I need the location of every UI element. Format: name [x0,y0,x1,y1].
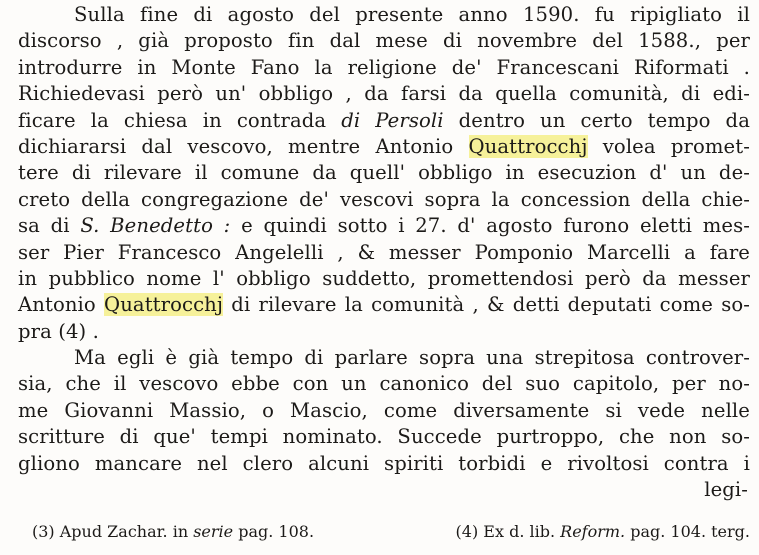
saint-name: S. Benedetto : [80,214,231,238]
text-span: sa di [18,214,70,238]
text-line [18,213,750,239]
text-line: Ma egli è già tempo di parlare sopra una strepitosa controver- [74,346,750,370]
body-text [18,2,750,503]
text-line: ser Pier Francesco Angelelli , & messer Pomponio Marcelli a fare [18,240,750,264]
footnote-3 [32,520,314,544]
text-span: Antonio [18,293,96,317]
text-span: serie [193,522,234,541]
place-name: di Persoli [341,108,444,132]
text-line: discorso , già proposto fin dal mese di novembre del 1588., per [18,29,750,53]
highlighted-name: Quattrocchj [104,293,224,317]
text-span: dentro un certo tempo da [458,108,750,132]
text-span: (3) Apud Zachar. in [32,522,189,541]
text-line: scritture di que' tempi nominato. Succede purtroppo, che non so- [18,425,750,449]
text-span: e quindi sotto i 27. d' agosto furono eletti mes- [241,214,750,238]
text-line: pra (4) . [18,319,99,343]
footnote-4 [456,520,750,544]
text-line: creto della congregazione de' vescovi sopra la concession della chie- [18,187,750,211]
text-span: pag. 104. terg. [630,522,750,541]
text-line: me Giovanni Massio, o Mascio, come diversamente si vede nelle [18,398,750,422]
text-line [18,134,750,160]
text-line: in pubblico nome l' obbligo suddetto, promettendosi però da messer [18,266,750,290]
text-line: gliono mancare nel clero alcuni spiriti torbidi e rivoltosi contra i [18,451,750,475]
text-line: tere di rilevare il comune da quell' obbligo in esecuzion d' un de- [18,161,750,185]
text-span: volea promet- [602,134,750,158]
text-line: Richiedevasi però un' obbligo , da farsi da quella comunità, di edi- [18,82,750,106]
highlighted-name: Quattrocchj [468,134,588,158]
text-span: (4) Ex d. lib. [455,522,556,541]
text-line: Sulla fine di agosto del presente anno 1590. fu ripigliato il [74,3,750,26]
text-line: introdurre in Monte Fano la religione de' Francescani Riformati . [18,55,750,79]
text-line [18,108,750,134]
text-span: pag. 108. [238,522,315,541]
text-line: sia, che il vescovo ebbe con un canonico del suo capitolo, per no- [18,372,750,396]
text-span: dichiararsi dal vescovo, mentre Antonio [18,134,454,158]
text-span: di rilevare la comunità , & detti deputati come so- [231,293,750,317]
text-line [18,292,750,318]
text-span: Reform. [560,522,626,541]
text-span: ficare la chiesa in contrada [18,108,327,132]
catchword: legi- [704,478,748,502]
